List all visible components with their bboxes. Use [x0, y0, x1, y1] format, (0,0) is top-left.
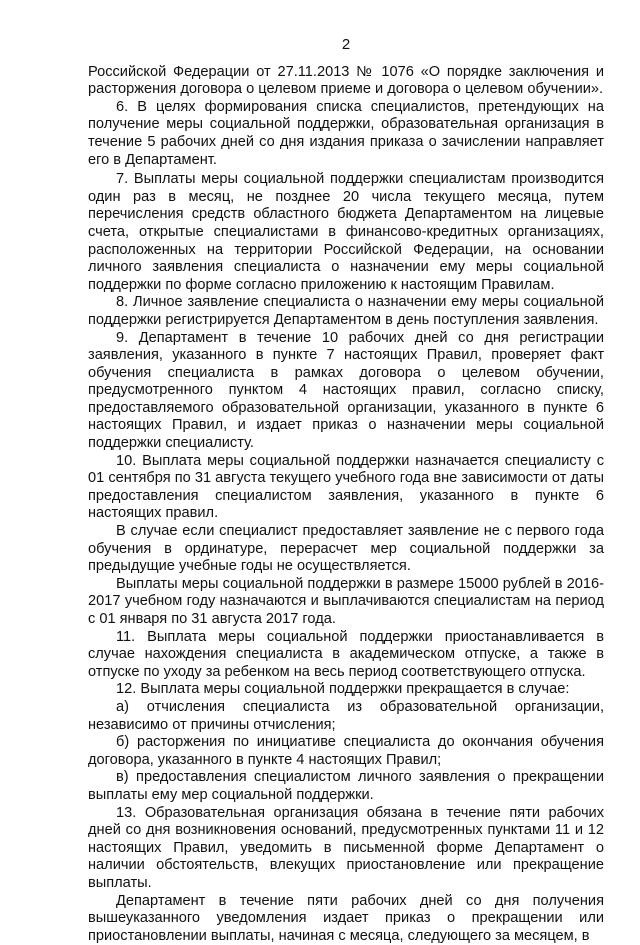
- paragraph-6: 6. В целях формирования списка специалистов, претендующих на получение меры социальной поддержки, образовательная организация в течение 5 рабочих дней со дня издания приказа о зачислении направляет его в Департамент.: [88, 99, 604, 169]
- paragraph-10-case: В случае если специалист предоставляет заявление не с первого года обучения в ординатуре, перерасчет мер социальной поддержки за предыдущие учебные годы не осуществляется.: [88, 523, 604, 576]
- paragraph-11: 11. Выплата меры социальной поддержки приостанавливается в случае нахождения специалиста в академическом отпуске, а также в отпуске по уходу за ребенком на весь период соответствующего отпуска.: [88, 629, 604, 682]
- paragraph-12-a: а) отчисления специалиста из образовательной организации, независимо от причины отчисления;: [88, 699, 604, 734]
- paragraph-10-amount: Выплаты меры социальной поддержки в размере 15000 рублей в 2016-2017 учебном году назначаются и выплачиваются специалистам на период с 01 января по 31 августа 2017 года.: [88, 576, 604, 629]
- paragraph-12: 12. Выплата меры социальной поддержки прекращается в случае:: [88, 681, 604, 699]
- paragraph-8: 8. Личное заявление специалиста о назначении ему меры социальной поддержки регистрируется Департаментом в день поступления заявления.: [88, 294, 604, 329]
- paragraph-9: 9. Департамент в течение 10 рабочих дней со дня регистрации заявления, указанного в пункте 7 настоящих Правил, проверяет факт обучения специалиста в рамках договора о целевом обучении, предусмотренного пунктом 4 настоящих правил, согласно списку, предоставляемого образовательной организации, указанного в пункте 6 настоящих Правил, и издает приказ о назначении меры социальной поддержки специалисту.: [88, 330, 604, 453]
- paragraph-7: 7. Выплаты меры социальной поддержки специалистам производится один раз в месяц, не позднее 20 числа текущего месяца, путем перечисления средств областного бюджета Департаментом на лицевые счета, открытые специалистами в финансово-кредитных организациях, расположенных на территории Российской Федерации, на основании личного заявления специалиста о назначении ему меры социальной поддержки по форме согласно приложению к настоящим Правилам.: [88, 171, 604, 294]
- paragraph-13-department: Департамент в течение пяти рабочих дней со дня получения вышеуказанного уведомления издает приказ о прекращении или приостановлении выплаты, начиная с месяца, следующего за месяцем, в: [88, 893, 604, 945]
- paragraph-continuation: Российской Федерации от 27.11.2013 № 1076 «О порядке заключения и расторжения договора о целевом приеме и договора о целевом обучении».: [88, 64, 604, 99]
- page-number: 2: [88, 36, 604, 54]
- paragraph-12-b: б) расторжения по инициативе специалиста до окончания обучения договора, указанного в пункте 4 настоящих Правил;: [88, 734, 604, 769]
- paragraph-12-v: в) предоставления специалистом личного заявления о прекращении выплаты ему мер социальной поддержки.: [88, 769, 604, 804]
- paragraph-10: 10. Выплата меры социальной поддержки назначается специалисту с 01 сентября по 31 августа текущего учебного года вне зависимости от даты предоставления специалистом заявления, указанного в пункте 6 настоящих правил.: [88, 453, 604, 523]
- paragraph-13: 13. Образовательная организация обязана в течение пяти рабочих дней со дня возникновения оснований, предусмотренных пунктами 11 и 12 настоящих Правил, уведомить в письменной форме Департамент о наличии обстоятельств, влекущих приостановление или прекращение выплаты.: [88, 805, 604, 893]
